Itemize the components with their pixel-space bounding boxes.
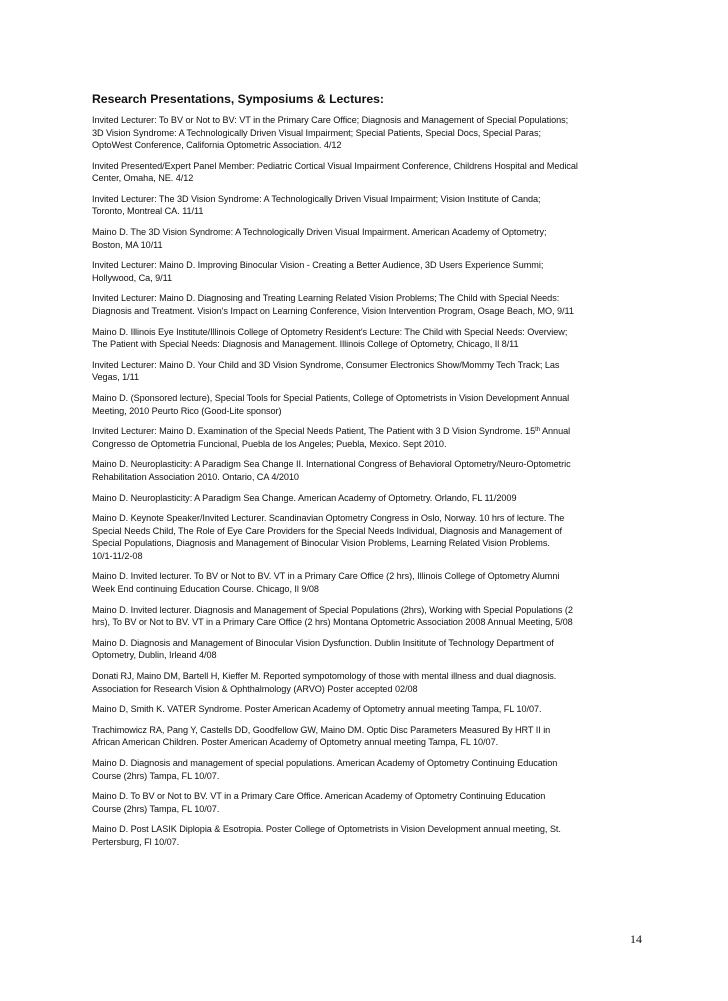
page-number: 14 [630,932,642,946]
entry-line: Invited Lecturer: To BV or Not to BV: VT in the Primary Care Office; Diagnosis and Management of Special Populations; [92,115,569,125]
entry-line: Invited Lecturer: Maino D. Improving Binocular Vision - Creating a Better Audience, 3D Users Experience Summi; [92,260,544,271]
entry-line: Optometry, Dublin, Irleand 4/08 [92,650,217,661]
list-item [92,160,637,185]
entry-line: hrs), To BV or Not to BV. VT in a Primary Care Office (2 hrs) Montana Optometric Association 2008 Annual Meeting, 5/08 [92,617,573,628]
list-item [92,790,637,815]
document-page [92,92,637,857]
list-item [92,226,637,251]
entry-line: Pertersburg, Fl 10/07. [92,836,180,847]
entry-line: Maino D. To BV or Not to BV. VT in a Primary Care Office. American Academy of Optometry Continuing Education [92,791,546,802]
entry-line: Invited Lecturer: Maino D. Your Child and 3D Vision Syndrome, Consumer Electronics Show/Mommy Tech Track; Las [92,359,560,370]
entry-line: Maino D. Invited lecturer. To BV or Not to BV. VT in a Primary Care Office (2 hrs), Illinois College of Optometry Alumni [92,571,560,582]
entry-line: Maino D. Illinois Eye Institute/Illinois College of Optometry Resident's Lecture: The Child with Special Needs: Overview; [92,326,568,337]
list-item [92,724,637,749]
entry-line: Invited Lecturer: Maino D. Diagnosing and Treating Learning Related Vision Problems; The Child with Special Needs: [92,293,560,304]
list-item [92,425,637,450]
ordinal-suffix: th [535,427,541,434]
list-item [92,570,637,595]
entry-line: Vegas, 1/11 [92,372,139,383]
list-item [92,492,637,505]
list-item [92,670,637,695]
entry-line: Maino D. (Sponsored lecture), Special Tools for Special Patients, College of Optometrists in Vision Development Annual [92,393,570,403]
list-item [92,512,637,562]
list-item [92,292,637,317]
entry-line: The Patient with Special Needs: Diagnosis and Management. Illinois College of Optometry, Chicago, Il 8/11 [92,339,519,350]
entry-line-start: Invited Lecturer: Maino D. Examination of the Special Needs Patient, The Patient with 3 D Vision Syndrome. 15 [92,426,536,437]
entry-line: Toronto, Montreal CA. 11/11 [92,206,204,217]
entry-line: African American Children. Poster American Academy of Optometry annual meeting Tampa, FL 10/07. [92,737,499,748]
list-item [92,757,637,782]
list-item [92,114,637,152]
entry-line: Maino D. Neuroplasticity: A Paradigm Sea Change. American Academy of Optometry. Orlando, FL 11/2009 [92,492,517,503]
entry-line: Maino D. Keynote Speaker/Invited Lecturer. Scandinavian Optometry Congress in Oslo, Norway. 10 hrs of lecture. The [92,513,565,524]
entry-line: Invited Lecturer: The 3D Vision Syndrome: A Technologically Driven Visual Impairment; Vision Institute of Canda; [92,193,541,204]
list-item [92,458,637,483]
list-item [92,259,637,284]
entry-line-end: Annual [540,426,571,437]
entry-line: Maino D, Smith K. VATER Syndrome. Poster American Academy of Optometry annual meeting Tampa, FL 10/07. [92,704,542,715]
list-item [92,637,637,662]
entry-line: Week End continuing Education Course. Chicago, Il 9/08 [92,583,319,594]
entry-line: Course (2hrs) Tampa, FL 10/07. [92,770,220,781]
entry-line: Maino D. The 3D Vision Syndrome: A Technologically Driven Visual Impairment. American Academy of Optometry; [92,227,547,238]
entry-line: Hollywood, Ca, 9/11 [92,272,173,283]
entry-line: 10/1-11/2-08 [92,550,143,561]
entry-line: Maino D. Neuroplasticity: A Paradigm Sea Change II. International Congress of Behavioral Optometry/Neuro-Optometric [92,459,571,470]
entry-line: Invited Presented/Expert Panel Member: Pediatric Cortical Visual Impairment Conference, Childrens Hospital and Medical [92,160,578,171]
entry-line: Donati RJ, Maino DM, Bartell H, Kieffer M. Reported sympotomology of those with mental illness and dual diagnosis. [92,671,557,681]
entry-line: Center, Omaha, NE. 4/12 [92,173,194,184]
entry-line: Boston, MA 10/11 [92,239,163,250]
list-item [92,604,637,629]
entry-line: Meeting, 2010 Peurto Rico (Good-Lite sponsor) [92,405,282,416]
entry-line: Maino D. Diagnosis and Management of Binocular Vision Dysfunction. Dublin Insititute of Technology Department of [92,637,554,648]
entry-line: Rehabilitation Association 2010. Ontario, CA 4/2010 [92,471,299,482]
entry-line: Diagnosis and Treatment. Vision's Impact on Learning Conference, Vision Intervention Program, Osage Beach, MO, 9/11 [92,305,574,316]
section-heading: Research Presentations, Symposiums & Lectures: [92,92,384,106]
list-item [92,359,637,384]
entry-line: Maino D. Post LASIK Diplopia & Esotropia. Poster College of Optometrists in Vision Development annual meeting, St. [92,824,561,835]
entry-line: Special Populations, Diagnosis and Management of Binocular Vision Problems, Learning Related Vision Problems. [92,538,550,549]
entry-line: OptoWest Conference, California Optometric Association. 4/12 [92,140,342,150]
list-item [92,326,637,351]
entry-line: Course (2hrs) Tampa, FL 10/07. [92,803,220,814]
entry-line: Association for Research Vision & Ophthalmology (ARVO) Poster accepted 02/08 [92,683,418,694]
list-item [92,823,637,848]
entry-line: Congresso de Optometria Funcional, Puebla de los Angeles; Puebla, Mexico. Sept 2010. [92,438,447,449]
entry-line: Maino D. Diagnosis and management of special populations. American Academy of Optometry Continuing Education [92,758,558,769]
entry-line: Maino D. Invited lecturer. Diagnosis and Management of Special Populations (2hrs), Working with Special Populations (2 [92,604,573,615]
entry-line: 3D Vision Syndrome: A Technologically Driven Visual Impairment; Special Patients, Special Docs, Special Paras; [92,127,541,138]
list-item [92,703,637,716]
entry-line: Trachimowicz RA, Pang Y, Castells DD, Goodfellow GW, Maino DM. Optic Disc Parameters Measured By HRT II in [92,724,551,735]
list-item [92,193,637,218]
list-item [92,392,637,417]
entry-line: Special Needs Child, The Role of Eye Care Providers for the Special Needs Individual, Diagnosis and Management of [92,525,562,536]
